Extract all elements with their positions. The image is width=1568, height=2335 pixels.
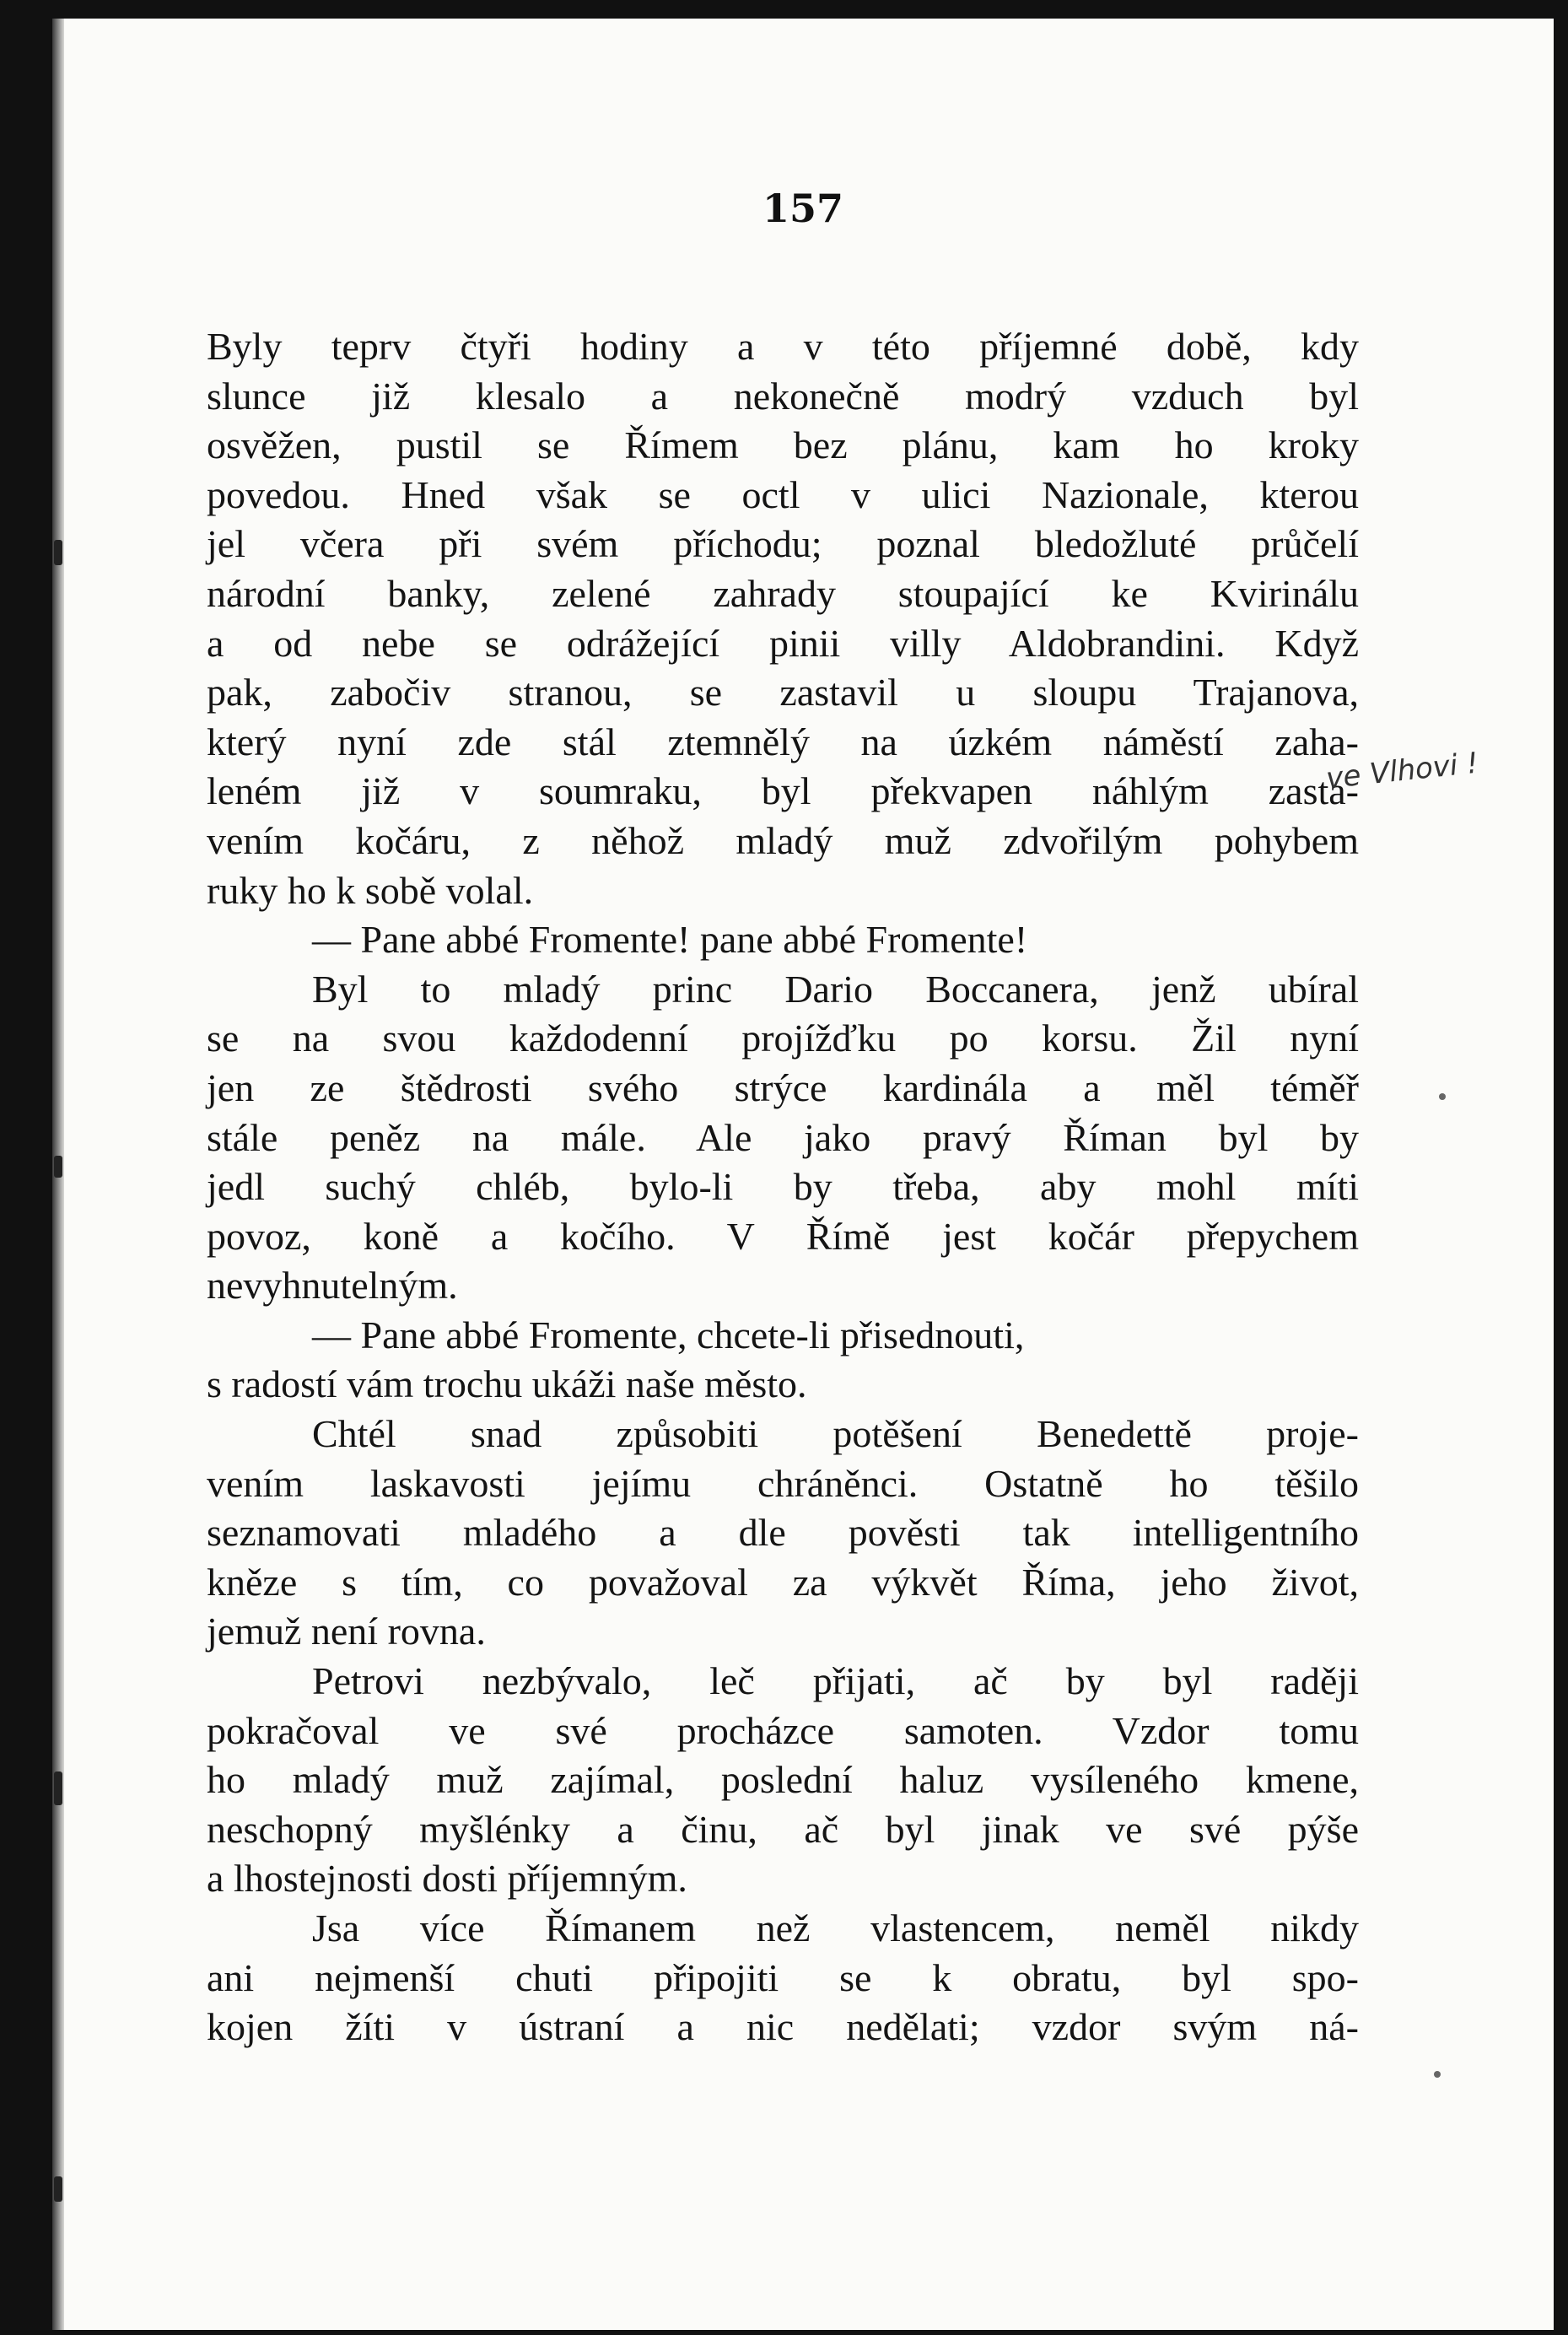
text-line: Petrovi nezbývalo, leč přijati, ač by byl raději [312, 1659, 1359, 1703]
text-line: slunce již klesalo a nekonečně modrý vzduch byl [207, 374, 1359, 418]
binding-mark [54, 540, 62, 565]
text-line: národní banky, zelené zahrady stoupající ke Kvirinálu [207, 571, 1359, 615]
text-line: povoz, koně a kočího. V Římě jest kočár přepychem [207, 1214, 1359, 1258]
text-line: Chtél snad způsobiti potěšení Benedettě proje- [312, 1412, 1359, 1456]
text-line: ho mladý muž zajímal, poslední haluz vysíleného kmene, [207, 1758, 1359, 1802]
text-line: — Pane abbé Fromente! pane abbé Fromente! [312, 918, 1028, 962]
text-line: ruky ho k sobě volal. [207, 868, 534, 912]
body-text [207, 322, 1359, 2052]
text-line: stále peněz na mále. Ale jako pravý Říman byl by [207, 1115, 1359, 1159]
handwritten-margin-note: ve Vlhovi ! [1324, 746, 1480, 796]
text-line: leném již v soumraku, byl překvapen náhlým zasta- [207, 769, 1359, 813]
text-line: vením laskavosti jejímu chráněnci. Ostatně ho těšilo [207, 1461, 1359, 1505]
text-line: a od nebe se odrážející pinii villy Aldobrandini. Když [207, 621, 1359, 665]
speck [1434, 2071, 1441, 2078]
text-line: — Pane abbé Fromente, chcete-li přisednouti, [312, 1313, 1025, 1356]
text-line: jel včera při svém příchodu; poznal bledožluté průčelí [207, 522, 1359, 566]
text-line: neschopný myšlénky a činu, ač byl jinak ve své pýše [207, 1807, 1359, 1851]
text-line: kněze s tím, co považoval za výkvět Říma, jeho život, [207, 1560, 1359, 1604]
binding-mark [54, 1156, 62, 1178]
text-line: a lhostejnosti dosti příjemným. [207, 1857, 687, 1901]
page-number: 157 [762, 186, 844, 231]
text-line: pak, zabočiv stranou, se zastavil u sloupu Trajanova, [207, 671, 1359, 715]
text-line: Byl to mladý princ Dario Boccanera, jenž ubíral [312, 967, 1359, 1011]
text-line: jemuž není rovna. [207, 1610, 486, 1653]
text-line: s radostí vám trochu ukáži naše město. [207, 1362, 807, 1406]
text-line: jedl suchý chléb, bylo-li by třeba, aby mohl míti [207, 1165, 1359, 1209]
text-line: vením kočáru, z něhož mladý muž zdvořilým pohybem [207, 818, 1359, 862]
text-line: seznamovati mladého a dle pověsti tak intelligentního [207, 1511, 1359, 1555]
binding-mark [54, 1771, 62, 1805]
text-line: povedou. Hned však se octl v ulici Nazionale, kterou [207, 472, 1359, 516]
text-line: Byly teprv čtyři hodiny a v této příjemné době, kdy [207, 325, 1359, 368]
text-line: Jsa více Římanem než vlastencem, neměl nikdy [312, 1906, 1359, 1949]
book-page [52, 19, 1554, 2330]
text-line: kojen žíti v ústraní a nic nedělati; vzdor svým ná- [207, 2005, 1359, 2049]
binding-mark [54, 2176, 62, 2202]
speck [1439, 1093, 1446, 1100]
text-line: ani nejmenší chuti připojiti se k obratu, byl spo- [207, 1955, 1359, 1999]
text-line: se na svou každodenní projížďku po korsu. Žil nyní [207, 1017, 1359, 1060]
text-line: osvěžen, pustil se Římem bez plánu, kam ho kroky [207, 423, 1359, 467]
text-line: pokračoval ve své procházce samoten. Vzdor tomu [207, 1708, 1359, 1752]
text-line: jen ze štědrosti svého strýce kardinála a měl téměř [207, 1065, 1359, 1109]
text-line: který nyní zde stál ztemnělý na úzkém náměstí zaha- [207, 720, 1359, 763]
text-line: nevyhnutelným. [207, 1264, 458, 1308]
